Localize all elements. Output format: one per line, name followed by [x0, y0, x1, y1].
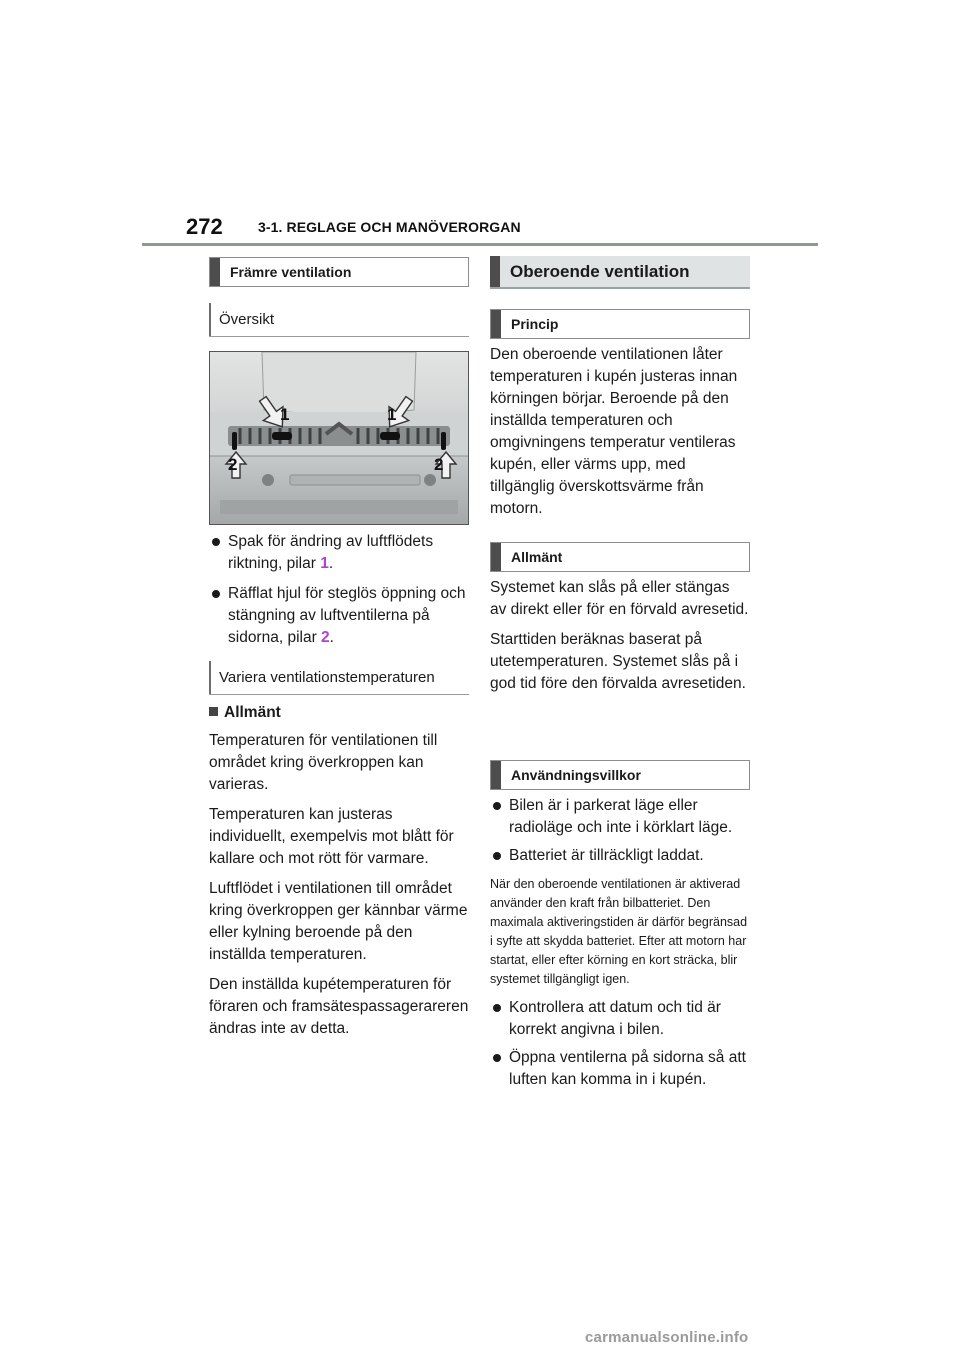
- subheading-vary-temperature: [209, 661, 469, 695]
- section-heading-front-ventilation: [209, 257, 469, 287]
- heading-conditions: [490, 760, 750, 790]
- section-title: Främre ventilation: [230, 264, 352, 280]
- conditions-list: [490, 795, 750, 1091]
- list-item: Spak för ändring av luftflödets riktning, pilar 1.: [209, 531, 469, 575]
- section-title: Oberoende ventilation: [510, 261, 690, 281]
- left-bullet-list: [209, 531, 469, 649]
- callout-1-right: 1: [387, 405, 397, 424]
- page-number: 272: [186, 214, 223, 239]
- paragraph: Den inställda kupétemperaturen för föraren och framsätespassagerareren ändras inte av detta.: [209, 976, 469, 1037]
- paragraph: Temperaturen för ventilationen till området kring överkroppen kan varieras.: [209, 732, 438, 793]
- paragraph: Systemet kan slås på eller stängas av direkt eller för en förvald avresetid.: [490, 579, 749, 618]
- callout-1-left: 1: [280, 405, 290, 424]
- paragraph: Temperaturen kan justeras individuellt, exempelvis mot blått för kallare och mot rött för varmare.: [209, 806, 454, 867]
- header-divider: [142, 243, 818, 246]
- list-item: Bilen är i parkerat läge eller radioläge och inte i körklart läge.: [490, 795, 750, 839]
- callout-2-right: 2: [434, 455, 444, 474]
- dashboard-illustration: [210, 352, 468, 524]
- subheading-text: Översikt: [219, 311, 275, 328]
- list-item: Kontrollera att datum och tid är korrekt angivna i bilen.: [490, 997, 750, 1041]
- list-item: Batteriet är tillräckligt laddat.: [490, 845, 750, 867]
- paragraph: Luftflödet i ventilationen till området kring överkroppen ger kännbar värme eller kylning beroende på den inställda temperaturen.: [209, 880, 468, 963]
- general-heading: Allmänt: [209, 702, 469, 724]
- heading-principle: [490, 309, 750, 339]
- principle-paragraph: Den oberoende ventilationen låter temperaturen i kupén justeras innan körningen börjar. Beroende på den inställda temperaturen och omgivningens temperatur ventileras kupén, eller värms upp, med tillgänglig överskottsvärme från motorn.: [490, 346, 738, 517]
- dashboard-vents-figure: [209, 351, 469, 525]
- section-heading-independent-ventilation: [490, 256, 750, 289]
- list-item: Öppna ventilerna på sidorna så att luften kan komma in i kupén.: [490, 1047, 750, 1091]
- heading-text: Princip: [511, 316, 559, 332]
- watermark: carmanualsonline.info: [585, 1329, 749, 1346]
- heading-text: Allmänt: [511, 549, 563, 565]
- heading-text: Användningsvillkor: [511, 767, 641, 783]
- subheading-text: Variera ventilationstemperaturen: [219, 669, 435, 686]
- heading-general: [490, 542, 750, 572]
- chapter-title: 3-1. REGLAGE OCH MANÖVERORGAN: [258, 219, 521, 235]
- list-item: Räfflat hjul för steglös öppning och stängning av luftventilerna på sidorna, pilar 2.: [209, 583, 469, 649]
- battery-note: När den oberoende ventilationen är aktiverad använder den kraft från bilbatteriet. Den maximala aktiveringstiden är därför begränsad i syfte att skydda batteriet. Efter att motorn har startat, eller efter körning en kort sträcka, blir systemet tillgängligt igen.: [490, 877, 748, 986]
- subheading-overview: [209, 303, 469, 337]
- paragraph: Starttiden beräknas baserat på utetemperaturen. Systemet slås på i god tid före den förvalda avresetiden.: [490, 631, 746, 692]
- general-paragraphs: [490, 577, 750, 695]
- callout-2-left: 2: [228, 455, 238, 474]
- left-body: [209, 702, 469, 1040]
